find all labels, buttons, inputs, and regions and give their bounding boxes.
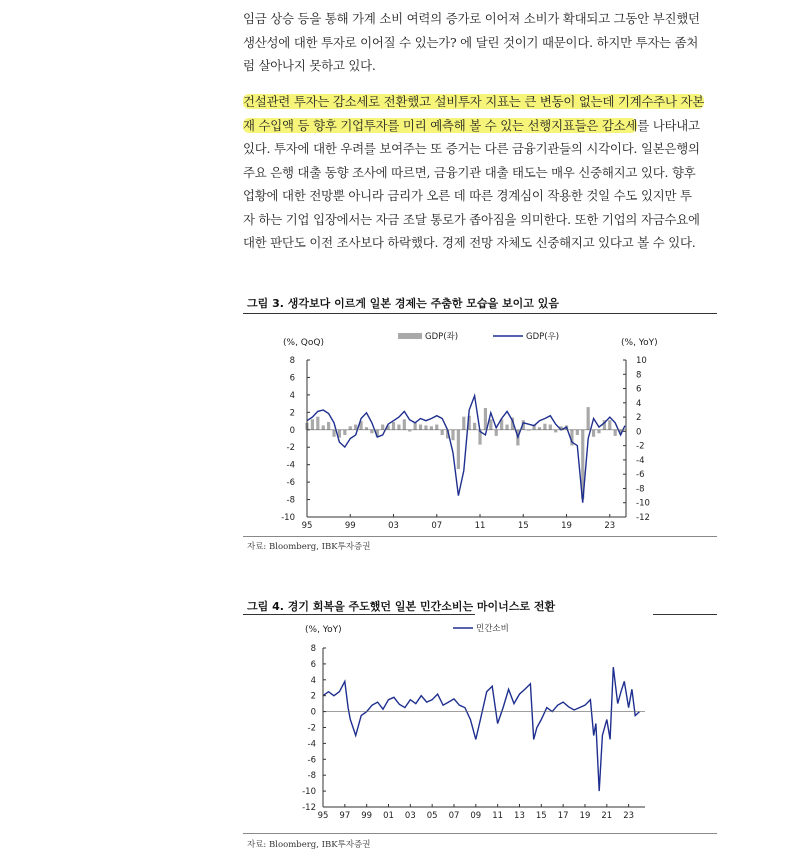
figure4-bottom-rule — [243, 833, 717, 834]
left-y-tick-label: 2 — [289, 408, 295, 419]
x-tick-label: 97 — [339, 811, 351, 821]
gdp-qoq-bar — [424, 425, 427, 429]
y-tick-label: -12 — [302, 803, 316, 813]
gdp-qoq-bar — [576, 430, 579, 435]
figure4-top-rule-right — [653, 614, 717, 615]
x-tick-label: 95 — [317, 811, 329, 821]
y-tick-label: 0 — [310, 707, 316, 718]
x-tick-label: 99 — [361, 811, 373, 821]
gdp-qoq-bar — [327, 422, 330, 430]
y-tick-label: 4 — [310, 675, 316, 686]
gdp-qoq-bar — [343, 430, 346, 435]
gdp-qoq-bar — [614, 430, 617, 436]
x-tick-label: 21 — [601, 811, 613, 821]
legend-line-label: GDP(우) — [526, 332, 560, 342]
gdp-qoq-bar — [587, 407, 590, 430]
intro-paragraph — [243, 7, 721, 78]
y-tick-label: -4 — [307, 739, 316, 750]
y-tick-label: -10 — [302, 787, 316, 798]
gdp-qoq-bar — [435, 425, 438, 430]
gdp-qoq-bar — [538, 427, 541, 430]
gdp-qoq-bar — [597, 430, 600, 433]
gdp-qoq-bar — [370, 430, 373, 433]
legend-line-label: 민간소비 — [476, 624, 509, 634]
figure3-source: 자료: Bloomberg, IBK투자증권 — [247, 542, 371, 552]
x-tick-label: 01 — [383, 811, 394, 821]
x-tick-label: 15 — [535, 811, 547, 821]
gdp-qoq-bar — [414, 423, 417, 430]
legend-bar-swatch — [398, 333, 422, 339]
x-tick-label: 99 — [344, 521, 356, 531]
gdp-qoq-bar — [316, 417, 319, 430]
axis-unit: (%, YoY) — [305, 625, 342, 635]
left-axis-unit: (%, QoQ) — [283, 338, 324, 348]
gdp-qoq-bar — [322, 425, 325, 429]
paragraph-line: 임금 상승 등을 통해 가계 소비 여력의 증가로 이어져 소비가 확대되고 그동안 부진했던 — [243, 11, 700, 26]
x-tick-label: 09 — [470, 811, 482, 821]
left-y-tick-label: -4 — [286, 460, 295, 471]
right-y-tick-label: -12 — [636, 513, 650, 523]
gdp-qoq-bar — [354, 425, 357, 430]
paragraph-line: 있다. 투자에 대한 우려를 보여주는 또 증거는 다른 금융기관들의 시각이다. 일본은행의 — [243, 141, 700, 156]
gdp-qoq-bar — [592, 430, 595, 437]
gdp-qoq-bar — [332, 430, 335, 437]
left-y-tick-label: -2 — [286, 443, 295, 454]
x-tick-label: 03 — [404, 811, 416, 821]
gdp-qoq-bar — [608, 420, 611, 430]
gdp-qoq-bar — [505, 425, 508, 430]
y-tick-label: 2 — [310, 691, 316, 702]
left-y-tick-label: 8 — [289, 356, 295, 366]
figure4-chart — [243, 618, 717, 830]
paragraph-line — [243, 90, 721, 114]
right-y-tick-label: 6 — [636, 384, 642, 395]
gdp-qoq-bar — [365, 427, 368, 430]
gdp-qoq-bar — [462, 417, 465, 430]
x-tick-label: 07 — [448, 811, 460, 821]
y-tick-label: 6 — [310, 659, 316, 670]
paragraph-line: 생산성에 대한 투자로 이어질 수 있는가? 에 달린 것이기 때문이다. 하지만 투자는 좀처 — [243, 34, 699, 50]
paragraph-line: 자 하는 기업 입장에서는 자금 조달 통로가 좁아짐을 의미한다. 또한 기업의 자금수요에 — [243, 211, 700, 227]
x-tick-label: 23 — [623, 811, 635, 821]
gdp-qoq-bar — [451, 430, 454, 440]
left-y-tick-label: 4 — [289, 390, 295, 401]
x-tick-label: 19 — [561, 521, 572, 531]
x-tick-label: 05 — [426, 811, 438, 821]
left-y-tick-label: 0 — [289, 425, 295, 436]
private-consumption-series-line — [323, 667, 640, 791]
gdp-qoq-bar — [473, 423, 476, 430]
gdp-qoq-bar — [554, 430, 557, 433]
x-tick-label: 13 — [514, 811, 525, 821]
paragraph-line: 업황에 대한 전망뿐 아니라 금리가 오른 데 따른 경계심이 작용한 것일 수도 있지만 투 — [243, 188, 692, 203]
gdp-qoq-bar — [349, 426, 352, 429]
gdp-qoq-bar — [549, 425, 552, 430]
gdp-qoq-bar — [457, 430, 460, 469]
x-tick-label: 11 — [492, 811, 504, 821]
right-y-tick-label: 4 — [636, 398, 642, 409]
gdp-qoq-bar — [489, 419, 492, 429]
right-y-tick-label: -6 — [636, 470, 645, 481]
highlighted-text: 재 수입액 등 향후 기업투자를 미리 예측해 볼 수 있는 선행지표들은 감소세 — [243, 117, 638, 133]
gdp-qoq-bar — [495, 430, 498, 436]
left-y-tick-label: -8 — [286, 495, 295, 506]
left-y-tick-label: -6 — [286, 478, 295, 489]
gdp-qoq-bar — [430, 426, 433, 429]
right-y-tick-label: -4 — [636, 455, 645, 466]
x-tick-label: 19 — [579, 811, 591, 821]
paragraph-line: 대한 판단도 이전 조사보다 하락했다. 경제 전망 자체도 신중해지고 있다고 볼 수 있다. — [243, 235, 696, 250]
right-axis-unit: (%, YoY) — [621, 338, 658, 348]
highlighted-text: 건설관련 투자는 감소세로 전환했고 설비투자 지표는 큰 변동이 없는데 기계수주나 자본 — [243, 94, 705, 109]
figure4-top-rule — [243, 614, 475, 615]
y-tick-label: 8 — [310, 644, 316, 654]
gdp-qoq-bar — [543, 424, 546, 430]
figure4-title: 그림 4. 경기 회복을 주도했던 일본 민간소비는 마이너스로 전환 — [247, 600, 556, 613]
figure3-bottom-rule — [243, 536, 717, 537]
right-y-tick-label: -10 — [636, 498, 650, 509]
x-tick-label: 15 — [517, 521, 529, 531]
figure3-title: 그림 3. 생각보다 이르게 일본 경제는 주춤한 모습을 보이고 있음 — [247, 297, 559, 310]
x-tick-label: 11 — [474, 521, 486, 531]
left-y-tick-label: 6 — [289, 373, 295, 384]
gdp-yoy-series-line — [307, 396, 625, 503]
gdp-qoq-bar — [441, 430, 444, 435]
right-y-tick-label: 2 — [636, 413, 642, 424]
gdp-qoq-bar — [484, 408, 487, 430]
figure3-chart — [243, 318, 717, 538]
paragraph-line — [243, 114, 721, 138]
gdp-qoq-bar — [392, 422, 395, 430]
investment-paragraph — [243, 90, 721, 255]
right-y-tick-label: -2 — [636, 441, 645, 452]
gdp-qoq-bar — [397, 425, 400, 430]
x-tick-label: 07 — [431, 521, 443, 531]
x-tick-label: 23 — [604, 521, 616, 531]
y-tick-label: -6 — [307, 755, 316, 766]
paragraph-line: 럼 살아나지 못하고 있다. — [243, 58, 376, 73]
right-y-tick-label: -8 — [636, 484, 645, 495]
paragraph-line: 주요 은행 대출 동향 조사에 따르면, 금융기관 대출 태도는 매우 신중해지고 있다. 향후 — [243, 164, 696, 180]
y-tick-label: -2 — [307, 723, 316, 734]
x-tick-label: 03 — [388, 521, 399, 531]
x-tick-label: 17 — [557, 811, 569, 821]
left-y-tick-label: -10 — [281, 513, 295, 523]
gdp-qoq-bar — [419, 425, 422, 430]
y-tick-label: -8 — [307, 771, 316, 782]
paragraph-text: 를 나타내고 — [637, 117, 700, 133]
gdp-qoq-bar — [403, 419, 406, 429]
legend-bar-label: GDP(좌) — [425, 332, 459, 342]
figure4-source: 자료: Bloomberg, IBK투자증권 — [247, 840, 371, 850]
right-y-tick-label: 10 — [636, 356, 647, 366]
right-y-tick-label: 0 — [636, 427, 642, 438]
x-tick-label: 95 — [301, 521, 313, 531]
gdp-qoq-bar — [381, 425, 384, 430]
figure3-top-rule — [243, 313, 717, 314]
right-y-tick-label: 8 — [636, 370, 642, 381]
gdp-qoq-bar — [311, 419, 314, 429]
